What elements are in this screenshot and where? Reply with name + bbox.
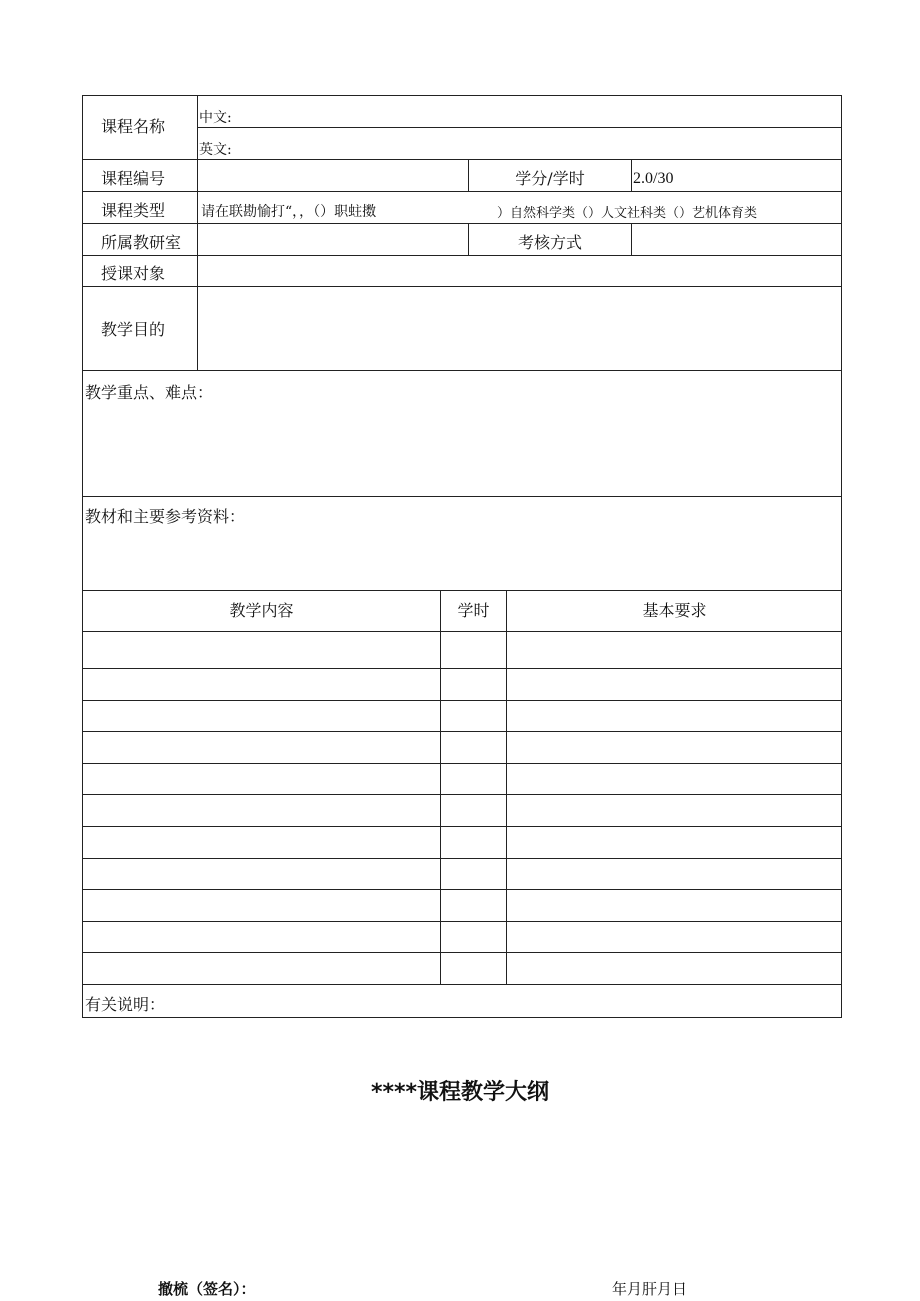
- syllabus-form: [82, 95, 842, 1018]
- divider: [197, 286, 198, 371]
- divider: [506, 590, 507, 985]
- key-points-label: 教学重点、难点：: [85, 383, 214, 402]
- assessment-label: 考核方式: [517, 233, 582, 252]
- divider: [440, 590, 441, 985]
- english-name-label: 英文:: [199, 142, 232, 158]
- course-name-label: 课程名称: [101, 117, 166, 136]
- course-type-options: ）自然科学类（）人文社科类（）艺机体育类: [497, 206, 758, 221]
- document-title: ****课程教学大纲: [370, 1080, 550, 1105]
- divider: [83, 921, 842, 922]
- divider: [197, 127, 842, 128]
- signature-label: 撤梳（签名）：: [158, 1280, 256, 1298]
- divider: [83, 731, 842, 732]
- divider: [83, 700, 842, 701]
- divider: [83, 763, 842, 764]
- course-code-label: 课程编号: [101, 169, 166, 188]
- hours-column-header: 学时: [457, 601, 490, 620]
- divider: [83, 631, 842, 632]
- audience-label: 授课对象: [101, 264, 166, 283]
- content-column-header: 教学内容: [229, 601, 294, 620]
- divider: [83, 826, 842, 827]
- credit-hours-label: 学分/学时: [515, 169, 585, 188]
- divider: [197, 96, 198, 287]
- objective-label: 教学目的: [101, 320, 166, 339]
- credit-hours-value: 2.0/30: [633, 170, 674, 187]
- chinese-name-label: 中文:: [199, 110, 232, 126]
- course-type-label: 课程类型: [101, 201, 166, 220]
- divider: [83, 984, 842, 985]
- requirements-column-header: 基本要求: [642, 601, 707, 620]
- course-type-instruction: 请在联勘愉打“，，（）职蛀擞: [201, 204, 377, 220]
- divider: [83, 668, 842, 669]
- divider: [83, 952, 842, 953]
- divider: [631, 223, 632, 256]
- department-label: 所属教研室: [101, 233, 182, 252]
- date-label: 年月肝月日: [612, 1280, 688, 1298]
- divider: [83, 496, 842, 497]
- divider: [83, 794, 842, 795]
- materials-label: 教材和主要参考资料：: [85, 507, 246, 526]
- divider: [83, 590, 842, 591]
- divider: [83, 858, 842, 859]
- notes-label: 有关说明：: [85, 995, 166, 1014]
- divider: [631, 159, 632, 192]
- divider: [83, 889, 842, 890]
